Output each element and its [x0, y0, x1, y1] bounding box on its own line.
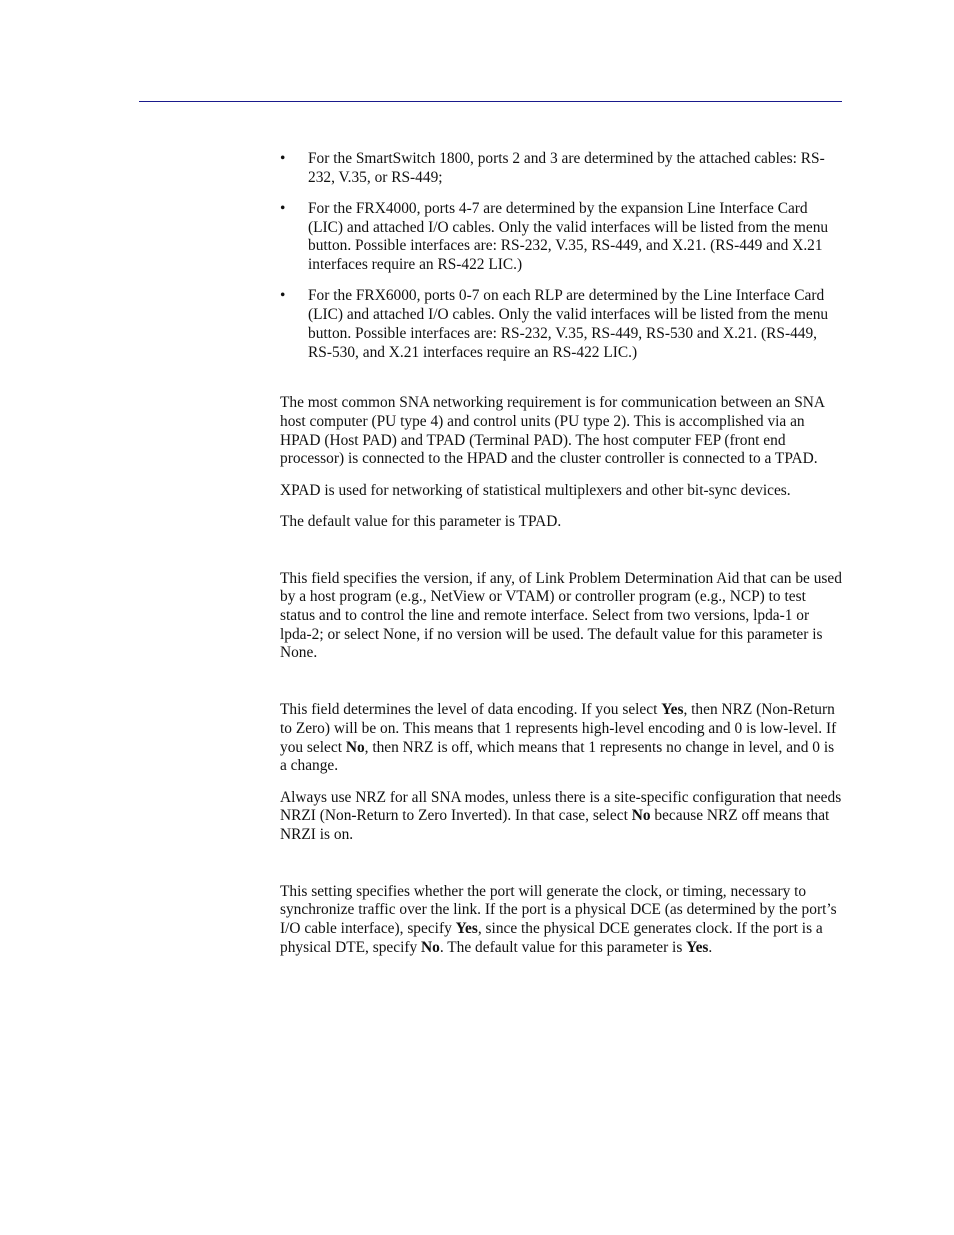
clock-text-b: , since the physical DCE generates clock. If the port is a physical DTE, specify — [280, 920, 823, 956]
nrz-text-c: , then NRZ is off, which means that 1 represents no change in level, and 0 is a change. — [280, 738, 835, 775]
nrz-yes-keyword: Yes — [661, 701, 684, 719]
lpda-paragraph: This field specifies the version, if any, of Link Problem Determination Aid that can be used by a host program (e.g., NetView or VTAM) or controller program (e.g., NCP) to test status and to control the line and remote interface. Select from two versions, lpda-1 or lpda-2; or select None, if no version will be used. The default value for this parameter is None. — [280, 569, 842, 662]
list-item — [280, 150, 842, 187]
bullet-text: For the FRX4000, ports 4-7 are determined by the expansion Line Interface Card (LIC) and attached I/O cables. Only the valid interfaces will be listed from the menu button. Possible interfaces are: RS-232, V.35, RS-449, and X.21. (RS-449 and X.21 interfaces require an RS-422 LIC.) — [308, 200, 829, 274]
sna-default-paragraph: The default value for this parameter is TPAD. — [280, 512, 562, 530]
nrz-text-b: , then NRZ (Non-Return to Zero) will be on. This means that 1 represents high-level encoding and 0 is low-level. If you select — [280, 701, 837, 756]
header-rule — [139, 101, 842, 102]
interface-bullet-list — [280, 150, 842, 362]
nrz-paragraph — [280, 701, 842, 776]
clock-text-d: . — [708, 938, 713, 956]
sna-mode-section — [280, 394, 842, 531]
nrz-no-keyword: No — [345, 738, 365, 756]
bullet-icon: • — [280, 200, 286, 217]
clock-default-yes-keyword: Yes — [686, 938, 709, 956]
bullet-text: For the SmartSwitch 1800, ports 2 and 3 are determined by the attached cables: RS-232, V.35, or RS-449; — [308, 150, 825, 186]
clock-text-c: . The default value for this parameter is — [439, 938, 687, 956]
nrzi-no-keyword: No — [631, 807, 651, 825]
list-item — [280, 287, 842, 362]
page-content — [280, 150, 842, 957]
lpda-section — [280, 570, 842, 664]
list-item — [280, 200, 842, 275]
bullet-icon: • — [280, 150, 286, 167]
bullet-text: For the FRX6000, ports 0-7 on each RLP are determined by the Line Interface Card (LIC) and attached I/O cables. Only the valid interfaces will be listed from the menu button. Possible interfaces are: RS-232, V.35, RS-449, RS-530 and X.21. (RS-449, RS-530, and X.21 interfaces require an RS-422 LIC.) — [308, 287, 829, 361]
sna-mode-paragraph: The most common SNA networking requirement is for communication between an SNA host computer (PU type 4) and control units (PU type 2). This is accomplished via an HPAD (Host PAD) and TPAD (Terminal PAD). The host computer FEP (front end processor) is connected to the HPAD and the cluster controller is connected to a TPAD. — [280, 394, 825, 468]
clock-no-keyword: No — [421, 938, 440, 956]
clock-section — [280, 883, 842, 958]
clock-text-a: This setting specifies whether the port will generate the clock, or timing, necessary to synchronize traffic over the link. If the port is a physical DCE (as determined by the port’s I/O cable interface), specify — [280, 882, 837, 938]
xpad-paragraph: XPAD is used for networking of statistical multiplexers and other bit-sync devices. — [280, 481, 791, 499]
nrz-section — [280, 701, 842, 845]
bullet-icon: • — [280, 287, 286, 305]
clock-yes-keyword: Yes — [455, 920, 478, 938]
nrzi-text-b: because NRZ off means that NRZI is on. — [280, 807, 830, 843]
nrz-text-a: This field determines the level of data encoding. If you select — [280, 701, 662, 719]
nrzi-text-a: Always use NRZ for all SNA modes, unless there is a site-specific configuration that needs NRZI (Non-Return to Zero Inverted). In that case, select — [280, 788, 842, 825]
clock-paragraph — [280, 883, 842, 958]
nrzi-paragraph — [280, 789, 842, 845]
